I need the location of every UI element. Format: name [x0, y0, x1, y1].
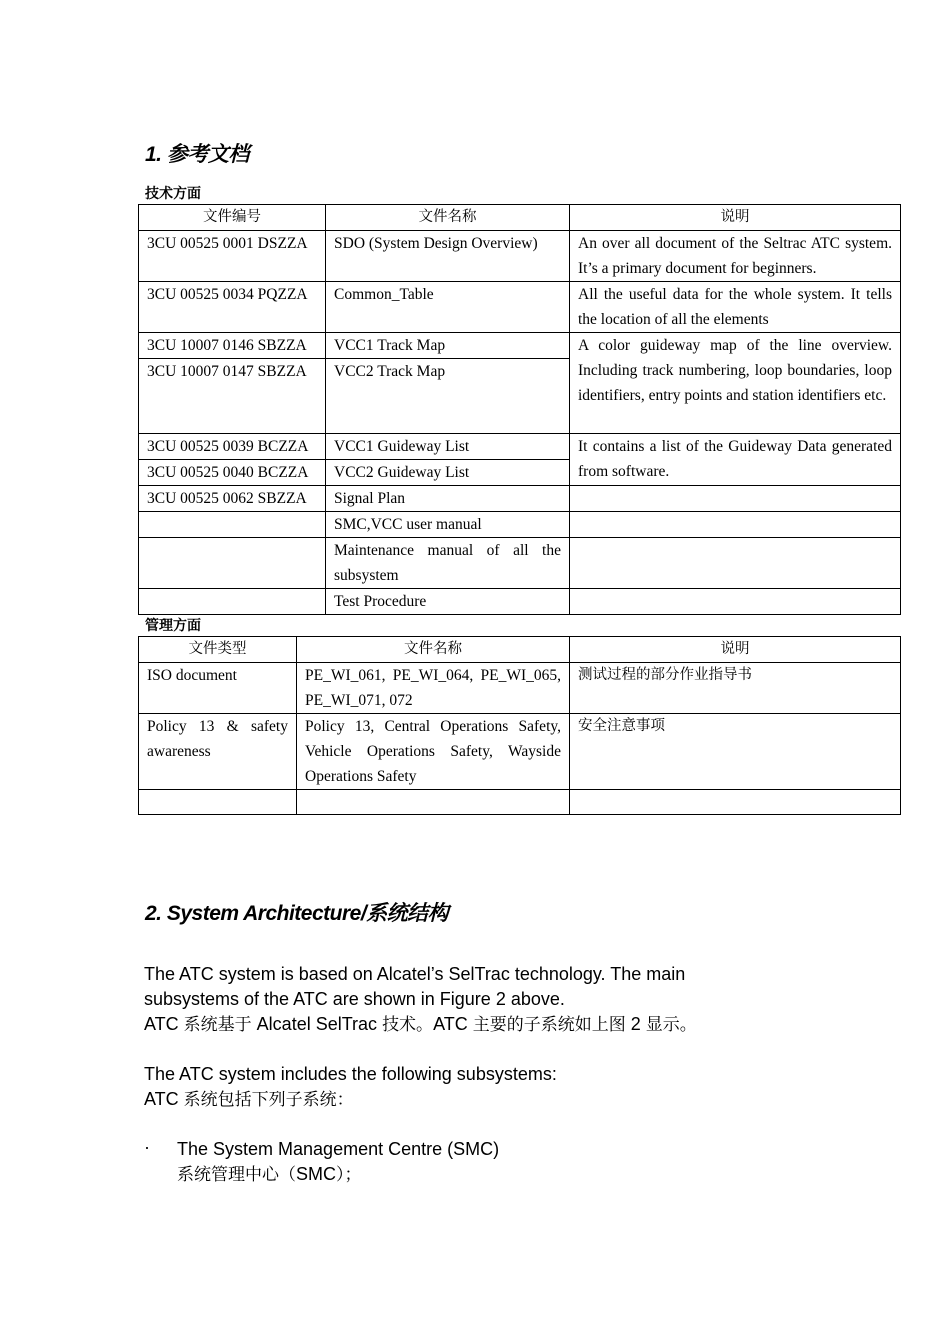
table-header-row [139, 637, 901, 663]
section-2-heading: 2. System Architecture/系统结构 [145, 902, 449, 925]
doc-name: Common_Table [326, 282, 570, 333]
doc-description [570, 512, 901, 538]
bullet-text-en: The System Management Centre (SMC) [177, 1139, 500, 1159]
header-description: 说明 [570, 205, 901, 231]
tech-reference-table [138, 204, 901, 615]
table-row [139, 282, 901, 333]
doc-code: 3CU 10007 0146 SBZZA [139, 333, 326, 359]
doc-description: All the useful data for the whole system. It tells the location of all the elements [570, 282, 901, 333]
doc-description: 测试过程的部分作业指导书 [570, 663, 901, 714]
doc-type [139, 790, 297, 815]
header-doc-type: 文件类型 [139, 637, 297, 663]
table-row [139, 538, 901, 589]
doc-description [570, 486, 901, 512]
table-row [139, 434, 901, 460]
bullet-text-zh: 系统管理中心（SMC）； [177, 1164, 362, 1185]
paragraph-line: The ATC system is based on Alcatel’s SelTrac technology. The main [144, 964, 686, 984]
doc-description [570, 790, 901, 815]
doc-name: VCC1 Track Map [326, 333, 570, 359]
subsystems-paragraph [144, 1062, 557, 1113]
management-aspect-label: 管理方面 [145, 618, 201, 634]
doc-name: SMC,VCC user manual [326, 512, 570, 538]
doc-type: Policy 13 & safety awareness [139, 714, 297, 790]
doc-name: Policy 13, Central Operations Safety, Vehicle Operations Safety, Wayside Operations Safety [297, 714, 570, 790]
doc-code: 3CU 00525 0040 BCZZA [139, 460, 326, 486]
table-row [139, 333, 901, 359]
doc-code: 3CU 00525 0062 SBZZA [139, 486, 326, 512]
table-row [139, 231, 901, 282]
paragraph-line-zh: ATC 系统包括下列子系统： [144, 1089, 354, 1110]
doc-description [570, 589, 901, 615]
doc-code: 3CU 00525 0001 DSZZA [139, 231, 326, 282]
architecture-paragraph [144, 962, 697, 1038]
doc-code [139, 512, 326, 538]
paragraph-line-zh: ATC 系统基于 Alcatel SelTrac 技术。ATC 主要的子系统如上图 2 显示。 [144, 1014, 697, 1035]
table-row [139, 663, 901, 714]
doc-code [139, 589, 326, 615]
doc-description [570, 538, 901, 589]
doc-code [139, 538, 326, 589]
doc-name: Maintenance manual of all the subsystem [326, 538, 570, 589]
doc-name: VCC2 Guideway List [326, 460, 570, 486]
doc-code: 3CU 00525 0039 BCZZA [139, 434, 326, 460]
doc-name: Signal Plan [326, 486, 570, 512]
doc-name: VCC1 Guideway List [326, 434, 570, 460]
header-doc-name: 文件名称 [297, 637, 570, 663]
paragraph-line: subsystems of the ATC are shown in Figure 2 above. [144, 989, 565, 1009]
doc-description: An over all document of the Seltrac ATC system. It’s a primary document for beginners. [570, 231, 901, 282]
header-doc-number: 文件编号 [139, 205, 326, 231]
bullet-item-smc [177, 1137, 499, 1188]
tech-aspect-label: 技术方面 [145, 186, 201, 202]
doc-code: 3CU 10007 0147 SBZZA [139, 359, 326, 434]
doc-code: 3CU 00525 0034 PQZZA [139, 282, 326, 333]
table-row [139, 512, 901, 538]
doc-description: 安全注意事项 [570, 714, 901, 790]
doc-description: A color guideway map of the line overview. Including track numbering, loop boundaries, loop identifiers, entry points and station identifiers etc. [570, 333, 901, 434]
doc-name: Test Procedure [326, 589, 570, 615]
table-header-row [139, 205, 901, 231]
doc-description: It contains a list of the Guideway Data generated from software. [570, 434, 901, 486]
table-row [139, 589, 901, 615]
table-row [139, 714, 901, 790]
doc-name [297, 790, 570, 815]
header-doc-name: 文件名称 [326, 205, 570, 231]
header-description: 说明 [570, 637, 901, 663]
section-1-heading: 1. 参考文档 [145, 143, 249, 166]
doc-type: ISO document [139, 663, 297, 714]
doc-name: SDO (System Design Overview) [326, 231, 570, 282]
paragraph-line: The ATC system includes the following subsystems: [144, 1064, 557, 1084]
bullet-marker: · [144, 1137, 150, 1157]
doc-name: VCC2 Track Map [326, 359, 570, 434]
table-row [139, 486, 901, 512]
table-row [139, 790, 901, 815]
doc-name: PE_WI_061, PE_WI_064, PE_WI_065, PE_WI_071, 072 [297, 663, 570, 714]
management-reference-table [138, 636, 901, 815]
